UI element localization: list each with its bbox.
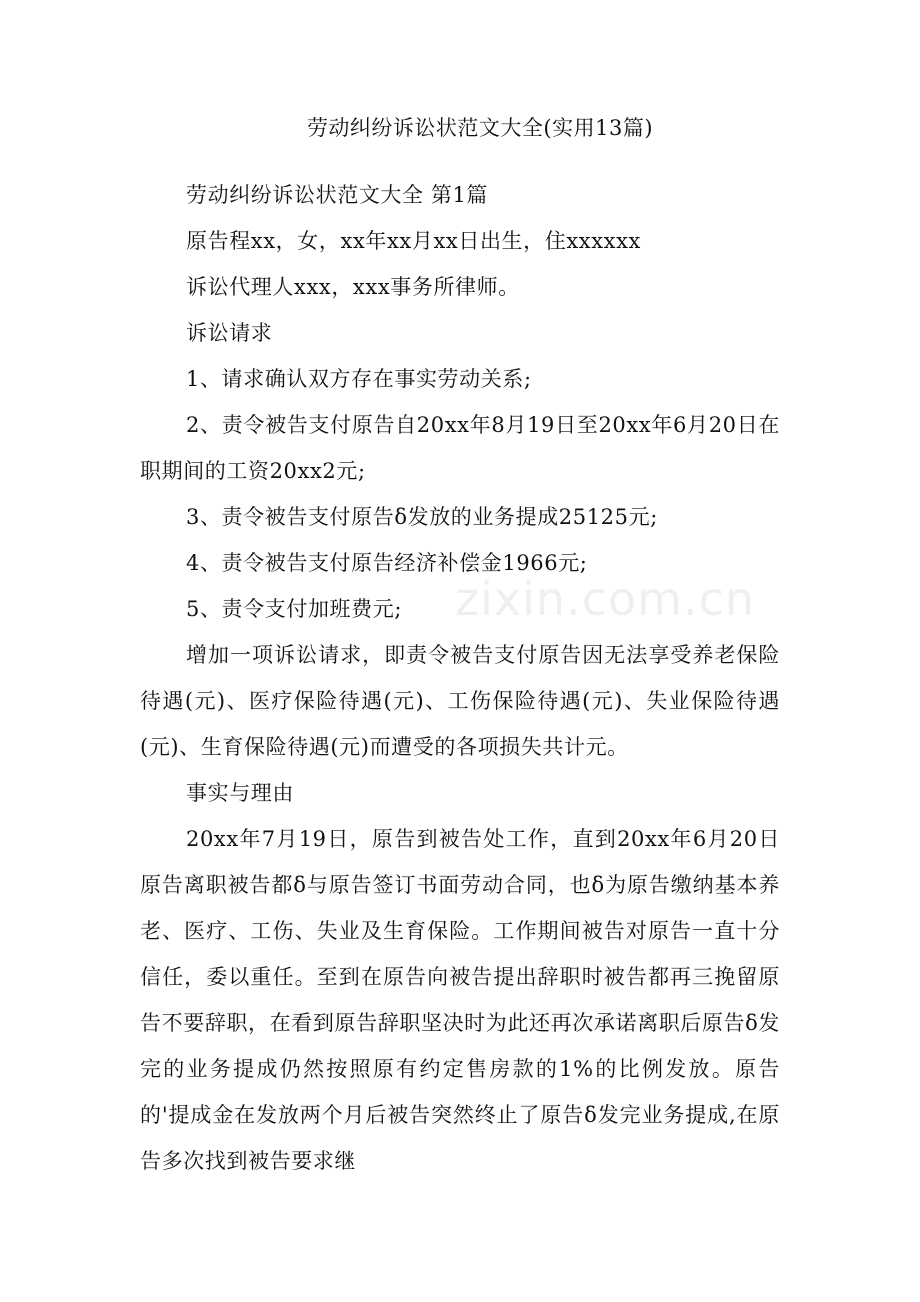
document-body bbox=[140, 172, 780, 1184]
paragraph-claim-3: 3、责令被告支付原告δ发放的业务提成25125元; bbox=[186, 505, 658, 529]
paragraph-claims-heading: 诉讼请求 bbox=[186, 321, 273, 345]
paragraph-added-claim: 增加一项诉讼请求，即责令被告支付原告因无法享受养老保险待遇(元)、医疗保险待遇(元)、工伤保险待遇(元)、失业保险待遇(元)、生育保险待遇(元)而遭受的各项损失共计元。 bbox=[140, 643, 780, 759]
document-title: 劳动纠纷诉讼状范文大全(实用13篇) bbox=[306, 116, 654, 140]
paragraph-facts: 20xx年7月19日，原告到被告处工作，直到20xx年6月20日原告离职被告都δ与原告签订书面劳动合同，也δ为原告缴纳基本养老、医疗、工伤、失业及生育保险。工作期间被告对原告一直十分信任，委以重任。至到在原告向被告提出辞职时被告都再三挽留原告不要辞职，在看到原告辞职坚决时为此还再次承诺离职后原告δ发完的业务提成仍然按照原有约定售房款的1%的比例发放。原告的'提成金在发放两个月后被告突然终止了原告δ发完业务提成,在原告多次找到被告要求继 bbox=[140, 827, 780, 1173]
paragraph-section-heading: 劳动纠纷诉讼状范文大全 第1篇 bbox=[186, 183, 489, 207]
paragraph-agent: 诉讼代理人xxx，xxx事务所律师。 bbox=[186, 275, 520, 299]
paragraph-claim-1: 1、请求确认双方存在事实劳动关系; bbox=[186, 367, 532, 391]
paragraph-claim-4: 4、责令被告支付原告经济补偿金1966元; bbox=[186, 551, 588, 575]
paragraph-claim-5: 5、责令支付加班费元; bbox=[186, 597, 403, 621]
paragraph-facts-heading: 事实与理由 bbox=[186, 781, 294, 805]
watermark: zixin.com.cn bbox=[455, 572, 756, 626]
paragraph-claim-2: 2、责令被告支付原告自20xx年8月19日至20xx年6月20日在职期间的工资20xx2元; bbox=[140, 413, 780, 483]
paragraph-plaintiff: 原告程xx，女，xx年xx月xx日出生，住xxxxxx bbox=[186, 229, 642, 253]
